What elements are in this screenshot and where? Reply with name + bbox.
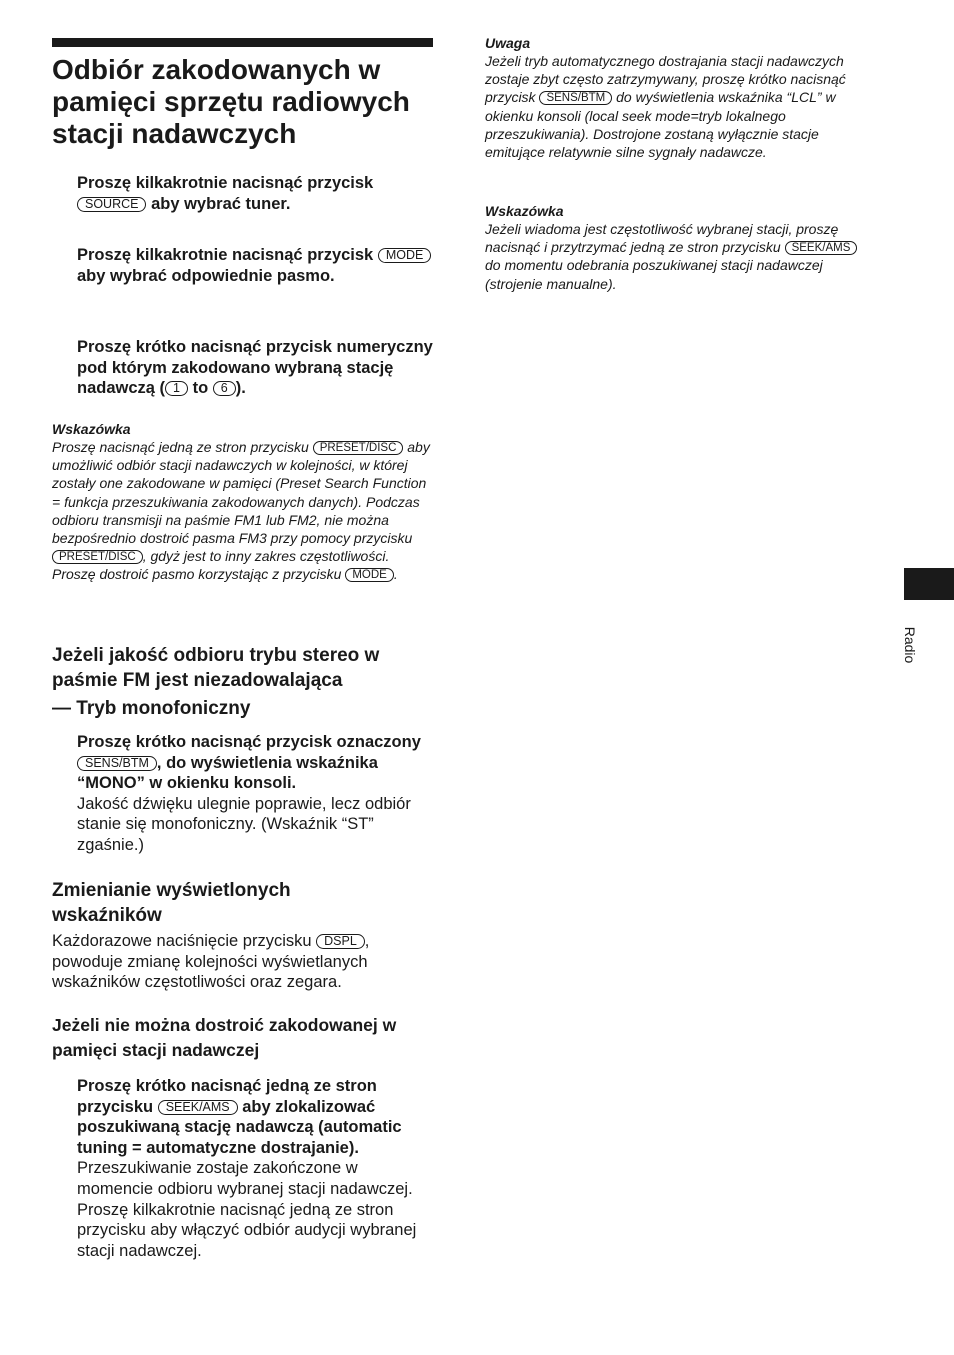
dspl-button-label: DSPL xyxy=(316,934,365,949)
title-rule xyxy=(52,38,433,47)
tip-left-heading: Wskazówka xyxy=(52,421,131,437)
mode-button-label-2: MODE xyxy=(345,568,394,582)
mono-description: Jakość dźwięku ulegnie poprawie, lecz odbiór stanie się monofoniczny. (Wskaźnik “ST” zgaśnie.) xyxy=(77,794,411,854)
number-1-button-label: 1 xyxy=(165,381,188,396)
auto-step: Proszę krótko nacisnąć jedną ze stron przycisku SEEK/AMS aby zlokalizować poszukiwaną stację nadawczą (automatic tuning = automatyczne dostrajanie). Przeszukiwanie zostaje zakończone w momencie odbioru wybranej stacji nadawczej. Proszę kilkakrotnie nacisnąć jedną ze stron przycisku aby włączyć odbiór audycji wybranej stacji nadawczej. xyxy=(77,1076,437,1261)
tip-right-heading: Wskazówka xyxy=(485,203,564,219)
section-tab-marker xyxy=(904,568,954,600)
preset-disc-button-label: PRESET/DISC xyxy=(313,441,404,455)
tip-right xyxy=(485,202,870,293)
mono-subheading: — Tryb monofoniczny xyxy=(52,698,251,719)
auto-description: Przeszukiwanie zostaje zakończone w momencie odbioru wybranej stacji nadawczej. Proszę kilkakrotnie nacisnąć jedną ze stron przycisku aby włączyć odbiór audycji wybranej stacji nadawczej. xyxy=(77,1159,417,1260)
step-3: Proszę krótko nacisnąć przycisk numeryczny pod którym zakodowano wybraną stację nadawczą ( 1 to 6 ). xyxy=(77,338,433,398)
note-right xyxy=(485,34,870,161)
page-title: Odbiór zakodowanych w pamięci sprzętu radiowych stacji nadawczych xyxy=(52,54,410,149)
sens-btm-button-label-2: SENS/BTM xyxy=(539,91,612,105)
note-right-heading: Uwaga xyxy=(485,35,531,51)
note-right-body: Jeżeli tryb automatycznego dostrajania stacji nadawczych zostaje zbyt często zatrzymywany, proszę krótko nacisnąć przycisk SENS/BTM do wyświetlenia wskaźnika “LCL” w okienku konsoli (local seek mode=tryb lokalnego przeszukiwania). Dostrojone zostaną wyłącznie stacje emitujące relatywnie silne sygnały nadawcze. xyxy=(485,53,846,161)
step-2: Proszę kilkakrotnie nacisnąć przycisk MODE aby wybrać odpowiednie pasmo. xyxy=(77,245,437,286)
display-body: Każdorazowe naciśnięcie przycisku DSPL , powoduje zmianę kolejności wyświetlanych wskaźników częstotliwości oraz zegara. xyxy=(52,932,370,992)
mono-heading: Jeżeli jakość odbioru trybu stereo w paśmie FM jest niezadowalająca xyxy=(52,645,380,691)
number-6-button-label: 6 xyxy=(213,381,236,396)
mode-button-label: MODE xyxy=(378,248,432,263)
tip-left-body: Proszę nacisnąć jedną ze stron przycisku PRESET/DISC aby umożliwić odbiór stacji nadawczych w kolejności, w której zostały one zakodowane w pamięci (Preset Search Function = funkcja przeszukiwania zakodowanych danych). Podczas odbioru transmisji na paśmie FM1 lub FM2, nie można bezpośrednio dostroić pasma FM3 przy pomocy przycisku PRESET/DISC , gdyż jest to inny zakres częstotliwości. Proszę dostroić pasmo korzystając z przycisku MODE . xyxy=(52,439,430,583)
seek-ams-button-label: SEEK/AMS xyxy=(158,1100,238,1115)
section-side-label: Radio xyxy=(902,626,918,664)
auto-heading: Jeżeli nie można dostroić zakodowanej w pamięci stacji nadawczej xyxy=(52,1015,397,1060)
preset-disc-button-label-2: PRESET/DISC xyxy=(52,550,143,564)
tip-right-body: Jeżeli wiadoma jest częstotliwość wybranej stacji, proszę nacisnąć i przytrzymać jedną ze stron przycisku SEEK/AMS do momentu odebrania poszukiwanej stacji nadawczej (strojenie manualne). xyxy=(485,220,870,293)
source-button-label: SOURCE xyxy=(77,197,146,212)
step-1: Proszę kilkakrotnie nacisnąć przycisk SOURCE aby wybrać tuner. xyxy=(77,174,374,213)
display-heading: Zmienianie wyświetlonych wskaźników xyxy=(52,880,291,926)
seek-ams-button-label-2: SEEK/AMS xyxy=(785,241,858,255)
tip-left xyxy=(52,420,432,584)
sens-btm-button-label: SENS/BTM xyxy=(77,756,157,771)
mono-step: Proszę krótko nacisnąć przycisk oznaczony SENS/BTM , do wyświetlenia wskaźnika “MONO” w okienku konsoli. Jakość dźwięku ulegnie poprawie, lecz odbiór stanie się monofoniczny. (Wskaźnik “ST” zgaśnie.) xyxy=(77,732,437,856)
